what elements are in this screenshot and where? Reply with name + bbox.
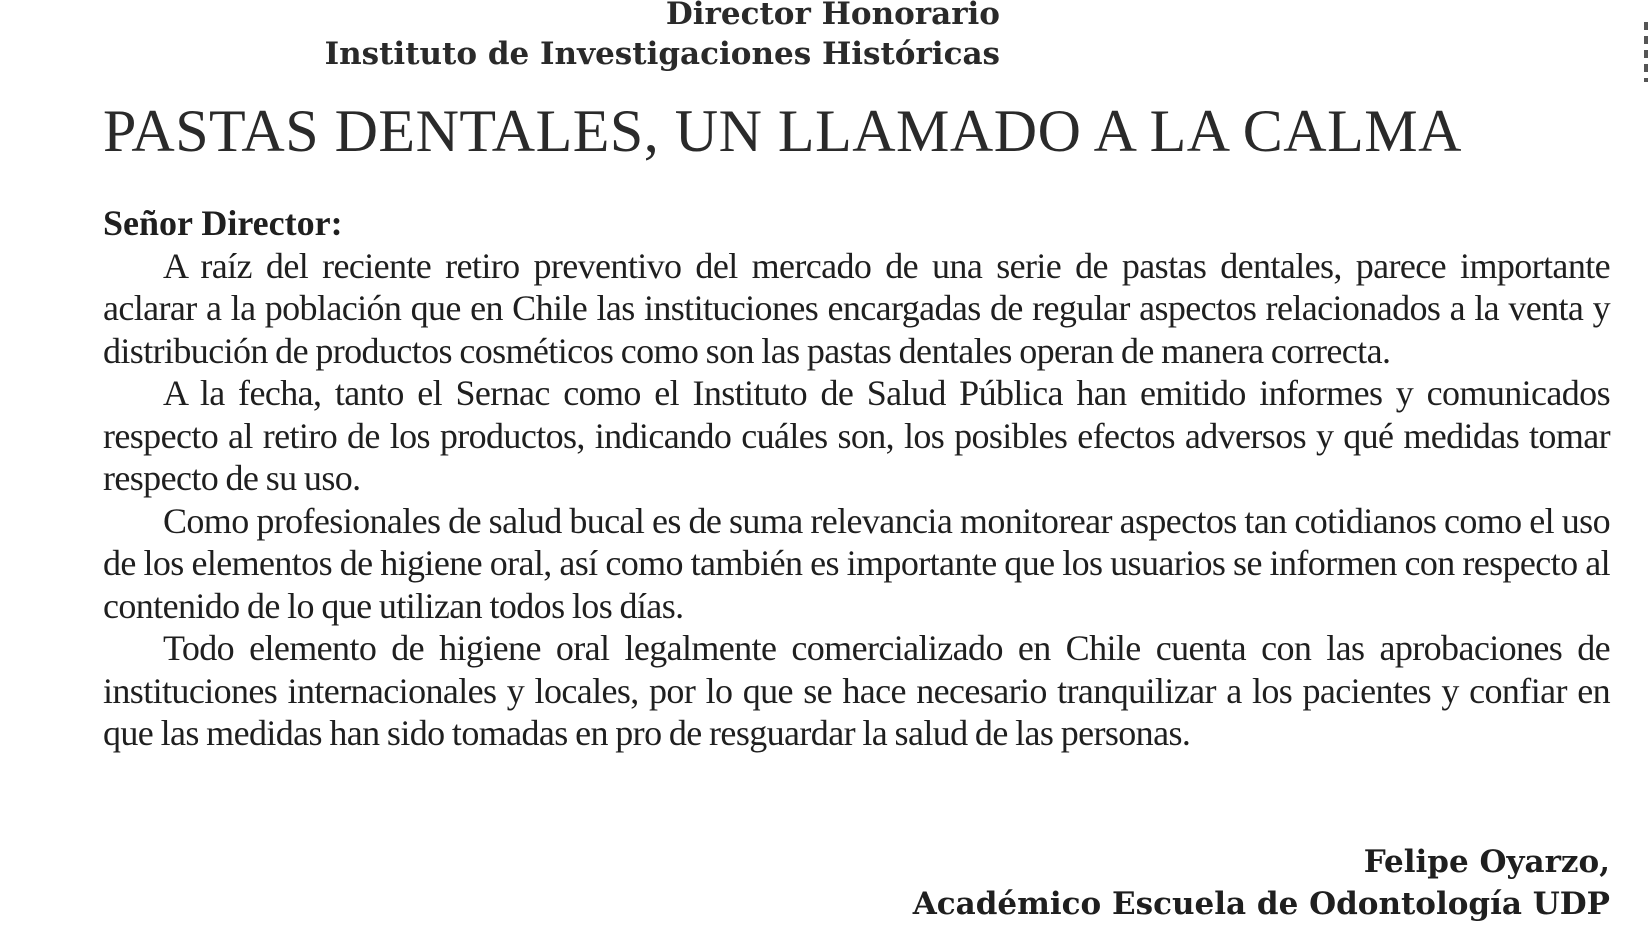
- signature-title: Académico Escuela de Odontología UDP: [912, 886, 1610, 922]
- letter-paragraph-1: A raíz del reciente retiro preventivo del mercado de una serie de pastas dentales, parece importante aclarar a la población que en Chile las instituciones encargadas de regular aspectos relacionados a la venta y distribución de productos cosméticos como son las pastas dentales operan de manera correcta.: [103, 245, 1610, 371]
- letter-headline: PASTAS DENTALES, UN LLAMADO A LA CALMA: [103, 98, 1462, 164]
- letter-salutation: Señor Director:: [103, 203, 343, 243]
- previous-signature-role: Director Honorario: [665, 0, 1000, 32]
- letter-signature: [913, 841, 1610, 925]
- letter-paragraph-3: Como profesionales de salud bucal es de suma relevancia monitorear aspectos tan cotidianos como el uso de los elementos de higiene oral, así como también es importante que los usuarios se informen con respecto al contenido de lo que utilizan todos los días.: [103, 500, 1610, 626]
- previous-signature-institution: Instituto de Investigaciones Históricas: [324, 36, 1000, 72]
- previous-letter-signature: [325, 0, 1000, 74]
- page-edge-mark: [1644, 22, 1648, 82]
- letter-paragraph-2: A la fecha, tanto el Sernac como el Instituto de Salud Pública han emitido informes y comunicados respecto al retiro de los productos, indicando cuáles son, los posibles efectos adversos y qué medidas tomar respecto de su uso.: [103, 373, 1610, 498]
- signature-name: Felipe Oyarzo,: [1363, 844, 1610, 880]
- letter-paragraph-4: Todo elemento de higiene oral legalmente comercializado en Chile cuenta con las aprobaciones de instituciones internacionales y locales, por lo que se hace necesario tranquilizar a los pacientes y confiar en que las medidas han sido tomadas en pro de resguardar la salud de las personas.: [103, 628, 1610, 753]
- letter-body: [103, 202, 1610, 755]
